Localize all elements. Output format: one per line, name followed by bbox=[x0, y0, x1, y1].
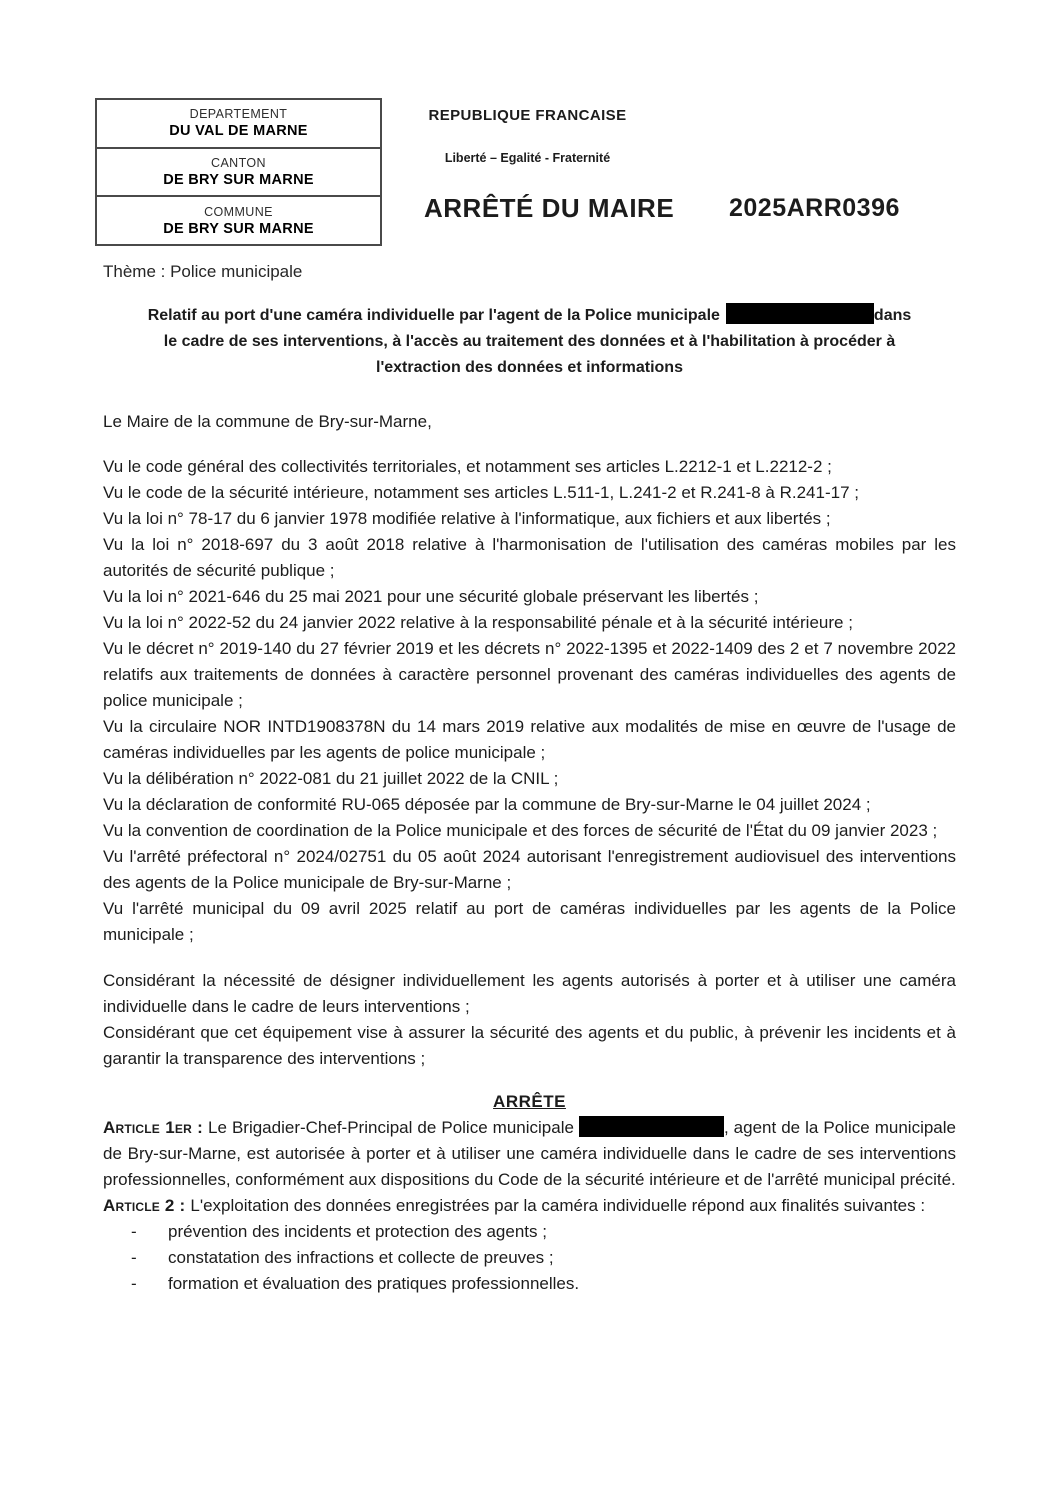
visa-paragraph: Vu l'arrêté municipal du 09 avril 2025 relatif au port de caméras individuelles par les agents de la Police municipale ; bbox=[103, 899, 956, 944]
title-line-2: le cadre de ses interventions, à l'accès au traitement des données et à l'habilitation à procéder à bbox=[163, 333, 896, 350]
admin-value: DU VAL DE MARNE bbox=[169, 123, 308, 140]
document-type-heading: ARRÊTÉ DU MAIRE bbox=[424, 193, 675, 223]
redaction-box bbox=[726, 303, 874, 324]
republic-motto: Liberté – Egalité - Fraternité bbox=[444, 151, 611, 165]
admin-label: COMMUNE bbox=[204, 204, 273, 219]
admin-jurisdiction-box bbox=[95, 98, 382, 246]
visa-paragraph: Vu la délibération n° 2022-081 du 21 juillet 2022 de la CNIL ; bbox=[103, 769, 559, 788]
salutation: Le Maire de la commune de Bry-sur-Marne, bbox=[103, 412, 432, 431]
visa-paragraph: Vu le code de la sécurité intérieure, notamment ses articles L.511-1, L.241-2 et R.241-8 à R.241-17 ; bbox=[103, 483, 859, 502]
list-item: - formation et évaluation des pratiques professionnelles. bbox=[103, 1271, 956, 1297]
visa-paragraph: Vu l'arrêté préfectoral n° 2024/02751 du 05 août 2024 autorisant l'enregistrement audiovisuel des interventions des agents de la Police municipale de Bry-sur-Marne ; bbox=[103, 847, 956, 892]
visa-paragraph: Vu la loi n° 2021-646 du 25 mai 2021 pour une sécurité globale préservant les libertés ; bbox=[103, 587, 759, 606]
title-text: dans bbox=[873, 307, 912, 324]
document-number: 2025ARR0396 bbox=[729, 194, 900, 222]
arrete-heading bbox=[103, 1089, 956, 1115]
visa-paragraph: Vu la circulaire NOR INTD1908378N du 14 mars 2019 relative aux modalités de mise en œuvre de l'usage de caméras individuelles par les agents de police municipale ; bbox=[103, 717, 956, 762]
theme-line: Thème : Police municipale bbox=[103, 262, 303, 281]
article-2-label: Article 2 : bbox=[103, 1196, 186, 1215]
title-line-1 bbox=[103, 303, 956, 329]
article-1 bbox=[103, 1115, 956, 1193]
title-line-3: l'extraction des données et informations bbox=[376, 359, 683, 376]
purpose-list bbox=[103, 1219, 956, 1297]
document-body bbox=[103, 303, 956, 1297]
visa-paragraph: Vu la loi n° 78-17 du 6 janvier 1978 modifiée relative à l'informatique, aux fichiers et aux libertés ; bbox=[103, 509, 831, 528]
list-item: - constatation des infractions et collecte de preuves ; bbox=[103, 1245, 956, 1271]
article-2 bbox=[103, 1193, 956, 1219]
admin-label: CANTON bbox=[211, 156, 266, 170]
visa-paragraph: Vu le code général des collectivités territoriales, et notamment ses articles L.2212-1 et L.2212-2 ; bbox=[103, 457, 832, 476]
visa-paragraph: Vu la convention de coordination de la Police municipale et des forces de sécurité de l'État du 09 janvier 2023 ; bbox=[103, 821, 938, 840]
visa-paragraph: Vu la déclaration de conformité RU-065 déposée par la commune de Bry-sur-Marne le 04 juillet 2024 ; bbox=[103, 795, 871, 814]
admin-row-canton bbox=[97, 147, 380, 196]
title-text: Relatif au port d'une caméra individuelle par l'agent de la Police municipale bbox=[147, 307, 720, 324]
admin-row-departement bbox=[97, 100, 380, 147]
visa-paragraph: Vu le décret n° 2019-140 du 27 février 2019 et les décrets n° 2022-1395 et 2022-1409 des 2 et 7 novembre 2022 relatifs aux traitements de données à caractère personnel provenant des caméras individuelles des agents de police municipale ; bbox=[103, 639, 956, 710]
visa-paragraph: Vu la loi n° 2018-697 du 3 août 2018 relative à l'harmonisation de l'utilisation des caméras mobiles par les autorités de sécurité publique ; bbox=[103, 535, 956, 580]
considerant-paragraph: Considérant que cet équipement vise à assurer la sécurité des agents et du public, à prévenir les incidents et à garantir la transparence des interventions ; bbox=[103, 1023, 956, 1068]
admin-row-commune bbox=[97, 195, 380, 244]
list-item: - prévention des incidents et protection des agents ; bbox=[103, 1219, 956, 1245]
visa-paragraph: Vu la loi n° 2022-52 du 24 janvier 2022 relative à la responsabilité pénale et à la sécurité intérieure ; bbox=[103, 613, 853, 632]
considerant-block bbox=[103, 968, 956, 1072]
article-2-text: L'exploitation des données enregistrées par la caméra individuelle répond aux finalités suivantes : bbox=[190, 1196, 926, 1215]
article-1-text: Le Brigadier-Chef-Principal de Police municipale bbox=[208, 1118, 574, 1137]
admin-label: DEPARTEMENT bbox=[189, 107, 288, 122]
document-title bbox=[103, 303, 956, 381]
article-1-label: Article 1er : bbox=[103, 1118, 204, 1137]
considerant-paragraph: Considérant la nécessité de désigner individuellement les agents autorisés à porter et à utiliser une caméra individuelle dans le cadre de leurs interventions ; bbox=[103, 971, 956, 1016]
arrete-heading-text: ARRÊTE bbox=[493, 1092, 566, 1111]
article-1-text: , agent de la Police municipale de Bry-sur-Marne, est autorisée à porter et à utiliser une caméra individuelle dans le cadre de ses interventions professionnelles, conformément aux dispositions du Code de la sécurité intérieure et de l'arrêté municipal précité. bbox=[103, 1118, 956, 1189]
redaction-box bbox=[579, 1116, 724, 1137]
republic-heading: REPUBLIQUE FRANCAISE bbox=[428, 107, 627, 124]
admin-value: DE BRY SUR MARNE bbox=[163, 220, 314, 237]
admin-value: DE BRY SUR MARNE bbox=[163, 172, 314, 188]
